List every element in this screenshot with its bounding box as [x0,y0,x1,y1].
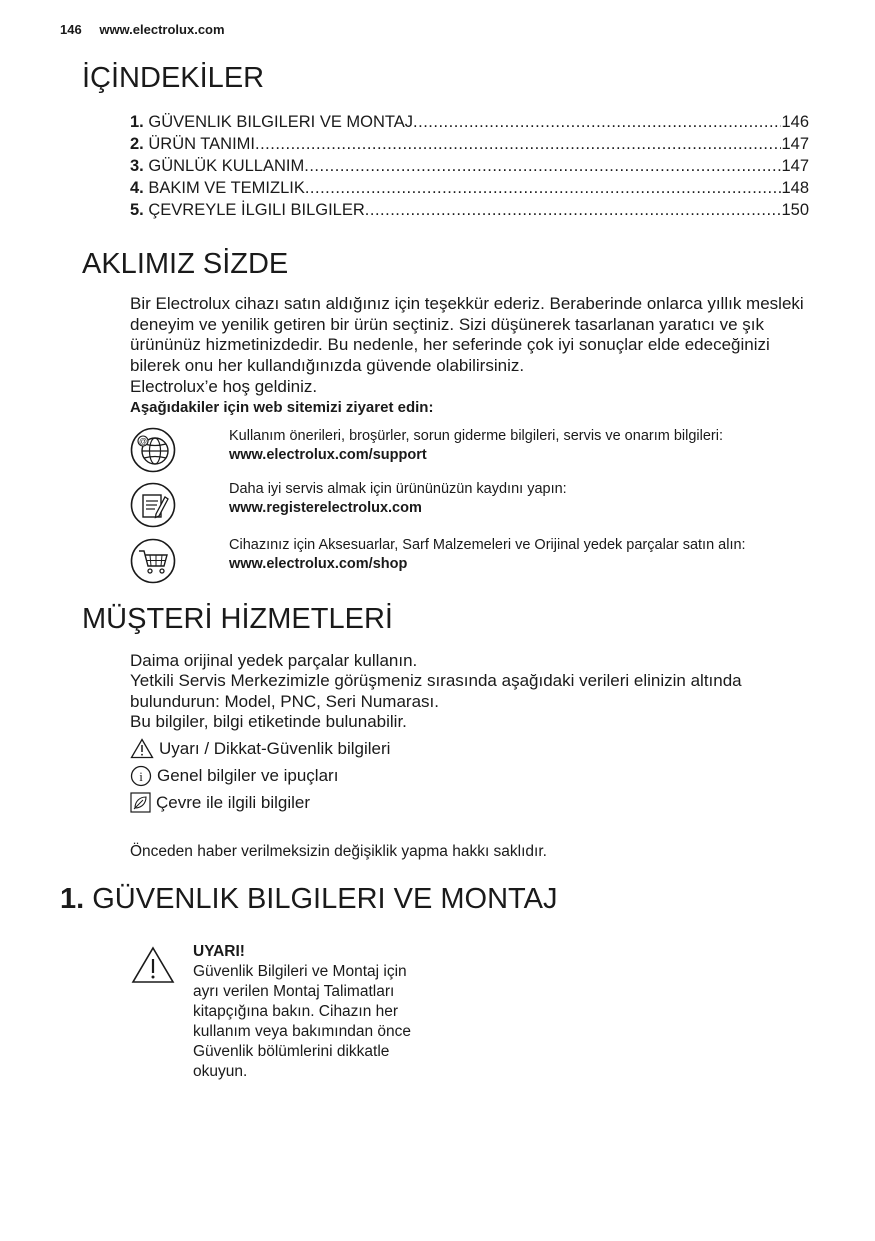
symbol-row-environment [130,792,310,813]
toc-leader-dots [305,177,782,199]
site-url[interactable]: www.electrolux.com [99,22,225,37]
shop-link-block [229,536,804,574]
toc-item-page: 150 [781,201,809,219]
support-description: Kullanım önerileri, broşürler, sorun giderme bilgileri, servis ve onarım bilgileri: [229,428,723,444]
symbol-row-warning [130,738,390,759]
toc-item[interactable] [130,199,809,221]
toc-leader-dots [365,199,782,221]
toc-item-page: 147 [781,157,809,175]
intro-paragraph: Bir Electrolux cihazı satın aldığınız için teşekkür ederiz. Beraberinde onlarca yıllık mesleki deneyim ve yenilik getiren bir ürün seçtiniz. Sizi düşünerek tasarlanan yaratıcı ve şık ürününüz hizmetinizdedir. Bu nedenle, her seferinde çok iyi sonuçlar elde edeceğinizi bilerek onu her kullandığınızda güvende olabilirsiniz. [130,294,804,375]
toc-item-page: 148 [781,179,809,197]
warning-icon [131,946,175,984]
toc-item[interactable] [130,155,809,177]
toc-leader-dots [255,133,781,155]
globe-icon [130,427,176,473]
cart-icon [130,538,176,584]
info-icon [130,765,152,787]
toc-item-label: ÇEVREYLE İLGILI BILGILER [148,201,365,219]
warning-text: Güvenlik Bilgileri ve Montaj için ayrı verilen Montaj Talimatları kitapçığına bakın. Cihazın her kullanım veya bakımından önce Güvenlik bölümlerini dikkatle okuyun. [193,963,411,1080]
symbol-label: Uyarı / Dikkat-Güvenlik bilgileri [159,738,391,758]
welcome-text: Electrolux’e hoş geldiniz. [130,377,318,396]
register-url[interactable]: www.registerelectrolux.com [229,500,422,516]
leaf-icon [130,792,151,813]
svg-text:@: @ [138,437,148,446]
warning-icon [130,738,154,759]
toc-item-label: BAKIM VE TEMIZLIK [148,179,305,197]
warning-box [193,942,433,1082]
label-info-text: Bu bilgiler, bilgi etiketinde bulunabilir. [130,712,407,731]
toc-title: İÇİNDEKİLER [82,62,265,94]
toc-item-page: 147 [781,135,809,153]
register-description: Daha iyi servis almak için ürününüzün kaydını yapın: [229,481,567,497]
chapter-title-text: GÜVENLIK BILGILERI VE MONTAJ [92,883,558,915]
symbol-row-info [130,765,338,787]
toc-leader-dots [304,155,781,177]
register-link-block [229,480,809,518]
toc-item[interactable] [130,177,809,199]
toc-item-label: ÜRÜN TANIMI [148,135,255,153]
warning-title: UYARI! [193,943,245,960]
section-title-musteri: MÜŞTERİ HİZMETLERİ [82,603,393,635]
symbol-label: Çevre ile ilgili bilgiler [156,792,310,812]
toc-item-number: 1. [130,113,144,131]
toc-item-number: 3. [130,157,144,175]
service-info-text: Yetkili Servis Merkezimizle görüşmeniz sırasında aşağıdaki verileri elinizin altında bulundurun: Model, PNC, Seri Numarası. [130,671,742,711]
chapter-title [60,883,557,916]
toc-item-number: 4. [130,179,144,197]
original-parts-text: Daima orijinal yedek parçalar kullanın. [130,651,418,670]
page-header [60,22,225,37]
toc-item-number: 2. [130,135,144,153]
toc-leader-dots [413,111,781,133]
chapter-number: 1. [60,883,85,915]
support-url[interactable]: www.electrolux.com/support [229,447,427,463]
support-link-block [229,427,809,465]
page-number: 146 [60,22,82,37]
register-icon [130,482,176,528]
symbol-label: Genel bilgiler ve ipuçları [157,766,339,785]
shop-description: Cihazınız için Aksesuarlar, Sarf Malzemeleri ve Orijinal yedek parçalar satın alın: [229,537,746,553]
change-notice: Önceden haber verilmeksizin değişiklik yapma hakkı saklıdır. [130,843,547,860]
svg-text:i: i [139,769,143,784]
toc-item[interactable] [130,111,809,133]
section-title-aklimiz: AKLIMIZ SİZDE [82,248,289,280]
shop-url[interactable]: www.electrolux.com/shop [229,556,408,572]
toc-item[interactable] [130,133,809,155]
website-visit-label: Aşağıdakiler için web sitemizi ziyaret edin: [130,399,434,416]
toc-item-label: GÜNLÜK KULLANIM [148,157,305,175]
toc-item-page: 146 [781,113,809,131]
toc-item-label: GÜVENLIK BILGILERI VE MONTAJ [148,113,414,131]
toc-item-number: 5. [130,201,144,219]
